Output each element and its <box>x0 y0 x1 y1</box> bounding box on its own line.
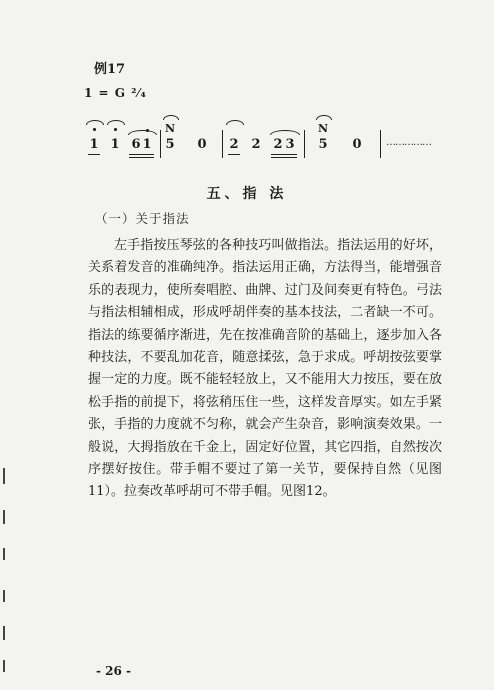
bar-line <box>160 130 161 158</box>
scan-edge-mark <box>3 510 5 524</box>
scan-edge-mark <box>3 660 5 672</box>
bar-line <box>304 130 305 158</box>
ornament-mark <box>86 120 104 125</box>
note: 3 <box>285 137 295 152</box>
octave-dot <box>93 128 96 131</box>
note: 0 <box>197 137 207 152</box>
scan-edge-mark <box>3 590 5 602</box>
underline <box>228 154 240 155</box>
underline <box>88 154 100 155</box>
note: 0 <box>352 137 362 152</box>
note: N <box>164 122 176 135</box>
ornament-mark <box>226 120 244 125</box>
bar-line <box>380 130 381 158</box>
continuation-dots: …………… <box>386 137 431 148</box>
note: 2 <box>251 137 261 152</box>
ornament-mark <box>316 115 332 120</box>
note: 1 <box>142 137 152 152</box>
page-number: - 26 - <box>96 664 132 678</box>
scan-edge-mark <box>3 468 5 484</box>
slur <box>270 130 300 135</box>
note: N <box>317 122 329 135</box>
section-title: 五、指 法 <box>206 186 288 202</box>
underline <box>129 157 154 158</box>
scan-edge-mark <box>3 626 5 640</box>
example-label: 例17 <box>94 62 126 77</box>
note: 1 <box>89 137 99 152</box>
paragraph: 左手指按压琴弦的各种技巧叫做指法。指法运用的好坏，关系着发音的准确纯净。指法运用正确，方法得当，能增强音乐的表现力，使所奏唱腔、曲牌、过门及间奏更有特色。弓法与指法相辅相成，形成呼胡伴奏的基本技法，二者缺一不可。指法的练要循序渐进，先在按准确音阶的基础上，逐步加入各种技法，不要乱加花音，随意揉弦，急于求成。呼胡按弦要掌握一定的力度。既不能轻轻放上，又不能用大力按压，要在放松手指的前提下，将弦稍压住一些，这样发音厚实。如左手紧张，手指的力度就不匀称，就会产生杂音，影响演奏效果。一般说，大拇指放在千金上，固定好位置，其它四指，自然按次序摆好按住。带手帽不要过了第一关节，要保持自然（见图11）。拉奏改革呼胡可不带手帽。见图12。 <box>88 238 442 500</box>
underline <box>271 157 297 158</box>
body-text <box>88 235 442 504</box>
ornament-mark <box>163 115 179 120</box>
bar-line <box>222 130 223 158</box>
underline <box>271 154 297 155</box>
ornament-mark <box>107 120 125 125</box>
note: 1 <box>110 137 120 152</box>
note: 2 <box>273 137 283 152</box>
key-signature: 1 = G ²⁄₄ <box>84 86 147 100</box>
scan-edge-mark <box>3 548 5 560</box>
note: 6 <box>131 137 141 152</box>
note: 5 <box>165 137 175 152</box>
note: 5 <box>318 137 328 152</box>
note: 2 <box>229 137 239 152</box>
underline <box>129 154 154 155</box>
slur <box>128 130 157 135</box>
subsection-title: （一）关于指法 <box>95 211 190 226</box>
octave-dot <box>114 128 117 131</box>
